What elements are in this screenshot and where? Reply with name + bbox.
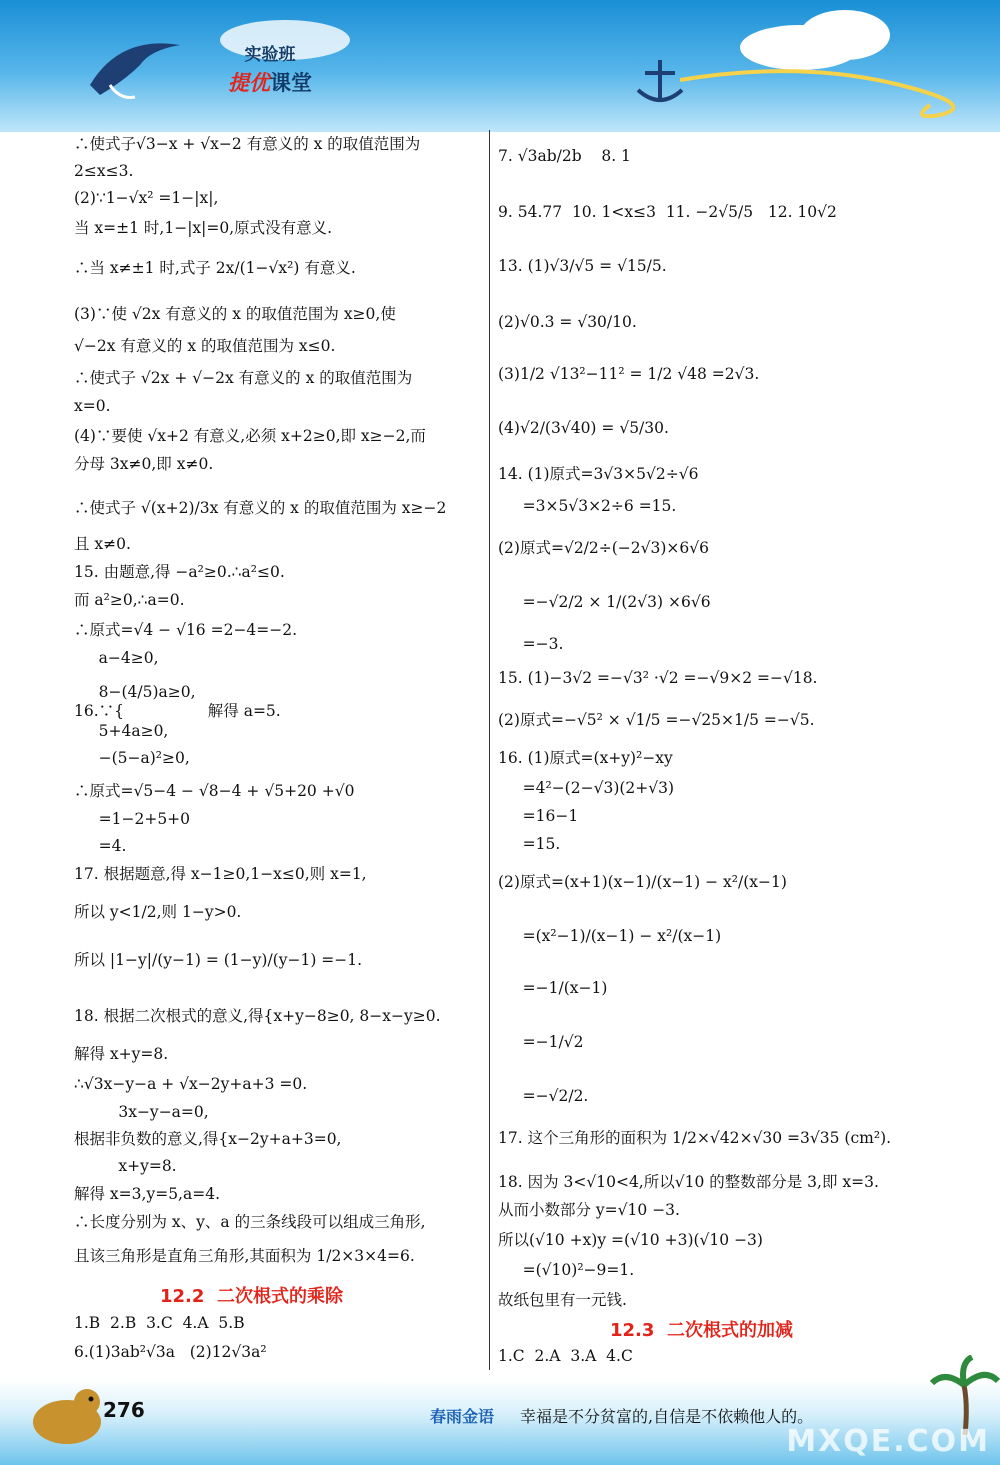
watermark: MXQE.COM xyxy=(786,1424,990,1459)
brand-line2 xyxy=(200,67,340,97)
answer-line: 故纸包里有一元钱. xyxy=(498,1291,627,1309)
answer-line: 9. 54.77 10. 1<x≤3 11. −2√5/5 12. 10√2 xyxy=(498,203,837,221)
answer-line: 5+4a≥0, xyxy=(74,722,169,740)
answer-line: 16.∵{ 解得 a=5. xyxy=(74,702,281,720)
answer-line: =−√2/2 × 1/(2√3) ×6√6 xyxy=(498,593,711,611)
answer-line: 13. (1)√3/√5 = √15/5. xyxy=(498,257,667,275)
answer-line: 6.(1)3ab²√3a (2)12√3a² xyxy=(74,1343,267,1361)
answer-line: =15. xyxy=(498,835,561,853)
brand-line1: 实验班 xyxy=(244,45,296,65)
answer-line: =−1/(x−1) xyxy=(498,979,608,997)
column-divider xyxy=(489,130,490,1370)
answer-line: 解得 x=3,y=5,a=4. xyxy=(74,1185,220,1203)
answer-line: 且该三角形是直角三角形,其面积为 1/2×3×4=6. xyxy=(74,1247,415,1265)
answer-line: 所以 |1−y|/(y−1) = (1−y)/(y−1) =−1. xyxy=(74,951,363,969)
section-title-12-2: 12.2 二次根式的乘除 xyxy=(160,1286,343,1307)
answer-line: a−4≥0, xyxy=(74,649,159,667)
answer-line: (4)∵要使 √x+2 有意义,必须 x+2≥0,即 x≥−2,而 xyxy=(74,427,426,445)
answer-line: (3)1/2 √13²−11² = 1/2 √48 =2√3. xyxy=(498,365,760,383)
answer-line: √−2x 有意义的 x 的取值范围为 x≤0. xyxy=(74,337,336,355)
dolphin-icon xyxy=(80,25,190,105)
rope-swirl-decoration xyxy=(680,60,1000,120)
answer-line: =−√2/2. xyxy=(498,1087,589,1105)
answer-line: =4. xyxy=(74,837,127,855)
answer-line: 18. 因为 3<√10<4,所以√10 的整数部分是 3,即 x=3. xyxy=(498,1173,879,1191)
answer-line: 15. 由题意,得 −a²≥0.∴a²≤0. xyxy=(74,563,285,581)
page-header-banner xyxy=(0,0,1000,132)
answer-line: 分母 3x≠0,即 x≠0. xyxy=(74,455,214,473)
answer-line: ∴长度分别为 x、y、a 的三条线段可以组成三角形, xyxy=(74,1213,426,1231)
answer-line: ∴使式子√3−x + √x−2 有意义的 x 的取值范围为 xyxy=(74,135,421,153)
answer-line: =3×5√3×2÷6 =15. xyxy=(498,497,677,515)
answer-line: (2)∵1−√x² =1−|x|, xyxy=(74,189,219,207)
section-title-12-3: 12.3 二次根式的加减 xyxy=(610,1320,793,1341)
answer-line: (3)∵使 √2x 有意义的 x 的取值范围为 x≥0,使 xyxy=(74,305,396,323)
answer-line: =(x²−1)/(x−1) − x²/(x−1) xyxy=(498,927,722,945)
answer-line: 2≤x≤3. xyxy=(74,162,134,180)
answer-line: (2)原式=√2/2÷(−2√3)×6√6 xyxy=(498,539,710,557)
answer-line: =4²−(2−√3)(2+√3) xyxy=(498,779,675,797)
answer-line: ∴当 x≠±1 时,式子 2x/(1−√x²) 有意义. xyxy=(74,259,356,277)
answer-line: =−1/√2 xyxy=(498,1033,584,1051)
answer-line: 8−(4/5)a≥0, xyxy=(74,683,196,701)
answer-line: ∴原式=√4 − √16 =2−4=−2. xyxy=(74,621,298,639)
answer-line: (2)√0.3 = √30/10. xyxy=(498,313,637,331)
answer-line: 15. (1)−3√2 =−√3² ·√2 =−√9×2 =−√18. xyxy=(498,669,818,687)
answer-line: ∴原式=√5−4 − √8−4 + √5+20 +√0 xyxy=(74,782,355,800)
answer-line: ∴√3x−y−a + √x−2y+a+3 =0. xyxy=(74,1075,308,1093)
answer-line: (4)√2/(3√40) = √5/30. xyxy=(498,419,669,437)
answer-line: 1.B 2.B 3.C 4.A 5.B xyxy=(74,1314,245,1332)
answer-line: x=0. xyxy=(74,397,111,415)
answer-line: =−3. xyxy=(498,635,564,653)
answer-line: 且 x≠0. xyxy=(74,535,131,553)
answer-line: 16. (1)原式=(x+y)²−xy xyxy=(498,749,673,767)
motto-label: 春雨金语 xyxy=(430,1407,495,1426)
answer-line: =16−1 xyxy=(498,807,579,825)
answer-line: 从而小数部分 y=√10 −3. xyxy=(498,1201,680,1219)
answer-line: 3x−y−a=0, xyxy=(74,1103,209,1121)
answer-line: 7. √3ab/2b 8. 1 xyxy=(498,147,631,165)
answer-line: 所以 y<1/2,则 1−y>0. xyxy=(74,903,242,921)
brand-rest: 课堂 xyxy=(270,71,312,95)
answer-line: 1.C 2.A 3.A 4.C xyxy=(498,1347,633,1365)
answer-line: 18. 根据二次根式的意义,得{x+y−8≥0, 8−x−y≥0. xyxy=(74,1007,441,1025)
answer-line: x+y=8. xyxy=(74,1157,177,1175)
answer-line: 14. (1)原式=3√3×5√2÷√6 xyxy=(498,465,699,483)
answer-line: −(5−a)²≥0, xyxy=(74,749,190,767)
page-number: 276 xyxy=(103,1398,145,1422)
answer-line: ∴使式子 √(x+2)/3x 有意义的 x 的取值范围为 x≥−2 xyxy=(74,499,447,517)
answer-line: 解得 x+y=8. xyxy=(74,1045,169,1063)
answer-line: =(√10)²−9=1. xyxy=(498,1261,635,1279)
palm-tree-icon xyxy=(930,1355,1000,1435)
answer-line: 而 a²≥0,∴a=0. xyxy=(74,591,185,609)
answer-line: 17. 这个三角形的面积为 1/2×√42×√30 =3√35 (cm²). xyxy=(498,1129,892,1147)
answer-line: ∴使式子 √2x + √−2x 有意义的 x 的取值范围为 xyxy=(74,369,413,387)
motto-text: 幸福是不分贫富的,自信是不依赖他人的。 xyxy=(520,1407,814,1426)
seal-icon xyxy=(25,1380,105,1450)
answer-line: 所以(√10 +x)y =(√10 +3)(√10 −3) xyxy=(498,1231,763,1249)
cloud-decoration xyxy=(800,10,890,60)
answer-line: 当 x=±1 时,1−|x|=0,原式没有意义. xyxy=(74,219,333,237)
answer-line: =1−2+5+0 xyxy=(74,810,191,828)
answer-line: 根据非负数的意义,得{x−2y+a+3=0, xyxy=(74,1130,342,1148)
brand-highlight: 提优 xyxy=(228,71,270,95)
answer-line: 17. 根据题意,得 x−1≥0,1−x≤0,则 x=1, xyxy=(74,865,367,883)
answer-line: (2)原式=−√5² × √1/5 =−√25×1/5 =−√5. xyxy=(498,711,815,729)
answer-line: (2)原式=(x+1)(x−1)/(x−1) − x²/(x−1) xyxy=(498,873,787,891)
brand-logo xyxy=(200,40,340,97)
